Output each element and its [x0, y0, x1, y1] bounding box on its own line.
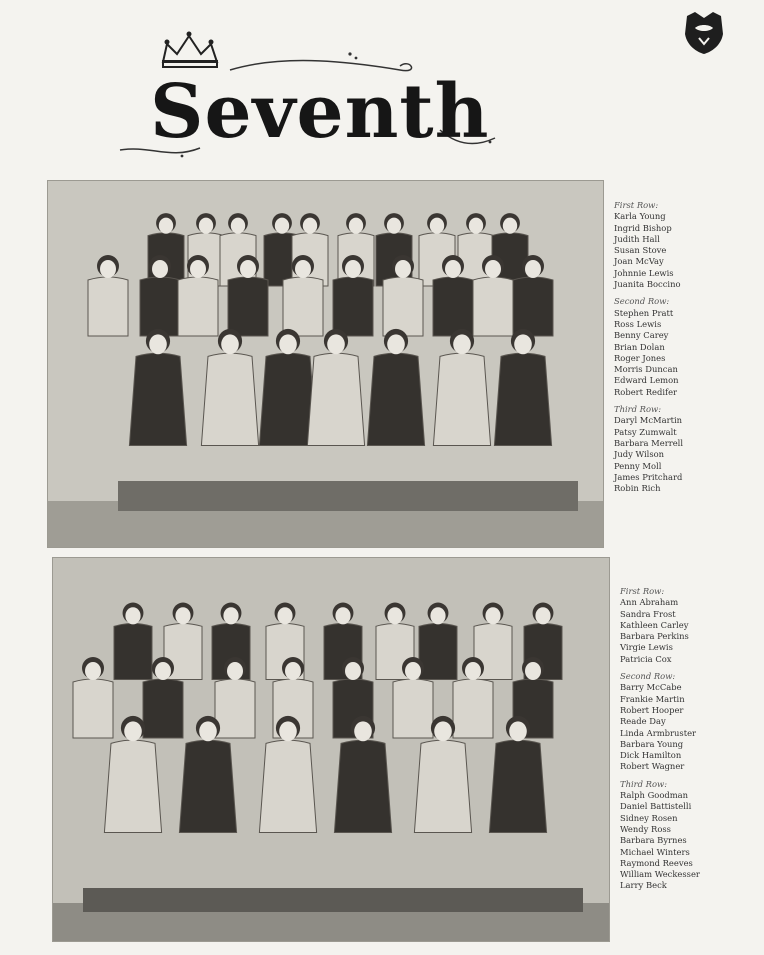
student-name: Stephen Pratt	[614, 307, 674, 318]
student-name: Brian Dolan	[614, 341, 665, 352]
class-photo-2	[52, 557, 610, 942]
student-name: James Pritchard	[614, 471, 683, 482]
caption-photo-1	[614, 200, 683, 494]
student-name: Barbara Perkins	[620, 631, 689, 642]
student-name: Benny Carey	[614, 330, 669, 341]
student-name: Ann Abraham	[620, 597, 679, 608]
student-name: Barbara Byrnes	[620, 835, 687, 846]
student-name: William Weckesser	[620, 869, 700, 880]
student-name: Patricia Cox	[620, 653, 672, 664]
student-name: Frankie Martin	[620, 693, 685, 704]
student-name: Ingrid Bishop	[614, 222, 672, 233]
student-name: Juanita Boccino	[614, 279, 681, 290]
row-label: Third Row:	[614, 404, 662, 415]
student-name: Linda Armbruster	[620, 727, 697, 738]
student-name: Virgie Lewis	[620, 642, 673, 653]
row-label: Second Row:	[614, 296, 670, 307]
student-name: Raymond Reeves	[620, 857, 693, 868]
school-crest-icon	[683, 10, 725, 56]
student-name: Judith Hall	[614, 233, 660, 244]
student-name: Dick Hamilton	[620, 750, 682, 761]
row-label: Second Row:	[620, 671, 676, 682]
student-name: Johnnie Lewis	[614, 267, 674, 278]
student-name: Wendy Ross	[620, 823, 671, 834]
row-label: First Row:	[620, 586, 665, 596]
row-label: First Row:	[614, 200, 659, 210]
student-name: Barbara Young	[620, 738, 684, 749]
student-name: Joan McVay	[614, 256, 664, 267]
caption-photo-2	[620, 586, 700, 892]
student-name: Michael Winters	[620, 846, 690, 857]
student-name: Susan Stove	[614, 245, 667, 256]
student-name: Morris Duncan	[614, 364, 678, 375]
student-name: Robert Redifer	[614, 386, 678, 397]
student-name: Judy Wilson	[614, 449, 665, 460]
class-photo-1	[47, 180, 604, 548]
student-name: Barry McCabe	[620, 682, 682, 693]
student-name: Larry Beck	[620, 880, 667, 891]
student-name: Daryl McMartin	[614, 415, 683, 426]
student-name: Robin Rich	[614, 483, 661, 494]
page-title: Seventh	[150, 69, 490, 155]
row-label: Third Row:	[620, 778, 668, 789]
student-name: Barbara Merrell	[614, 437, 684, 448]
student-name: Sandra Frost	[620, 608, 676, 619]
student-name: Penny Moll	[614, 460, 662, 471]
student-name: Robert Hooper	[620, 704, 684, 715]
student-name: Sidney Rosen	[620, 812, 678, 823]
student-name: Ross Lewis	[614, 318, 662, 329]
student-name: Kathleen Carley	[620, 619, 689, 630]
student-name: Patsy Zumwalt	[614, 426, 677, 437]
student-name: Ralph Goodman	[620, 790, 689, 801]
student-name: Robert Wagner	[620, 761, 685, 772]
student-name: Reade Day	[620, 716, 666, 727]
student-name: Daniel Battistelli	[620, 801, 692, 812]
student-name: Edward Lemon	[614, 375, 679, 386]
student-name: Karla Young	[614, 211, 666, 222]
student-name: Roger Jones	[614, 352, 666, 363]
